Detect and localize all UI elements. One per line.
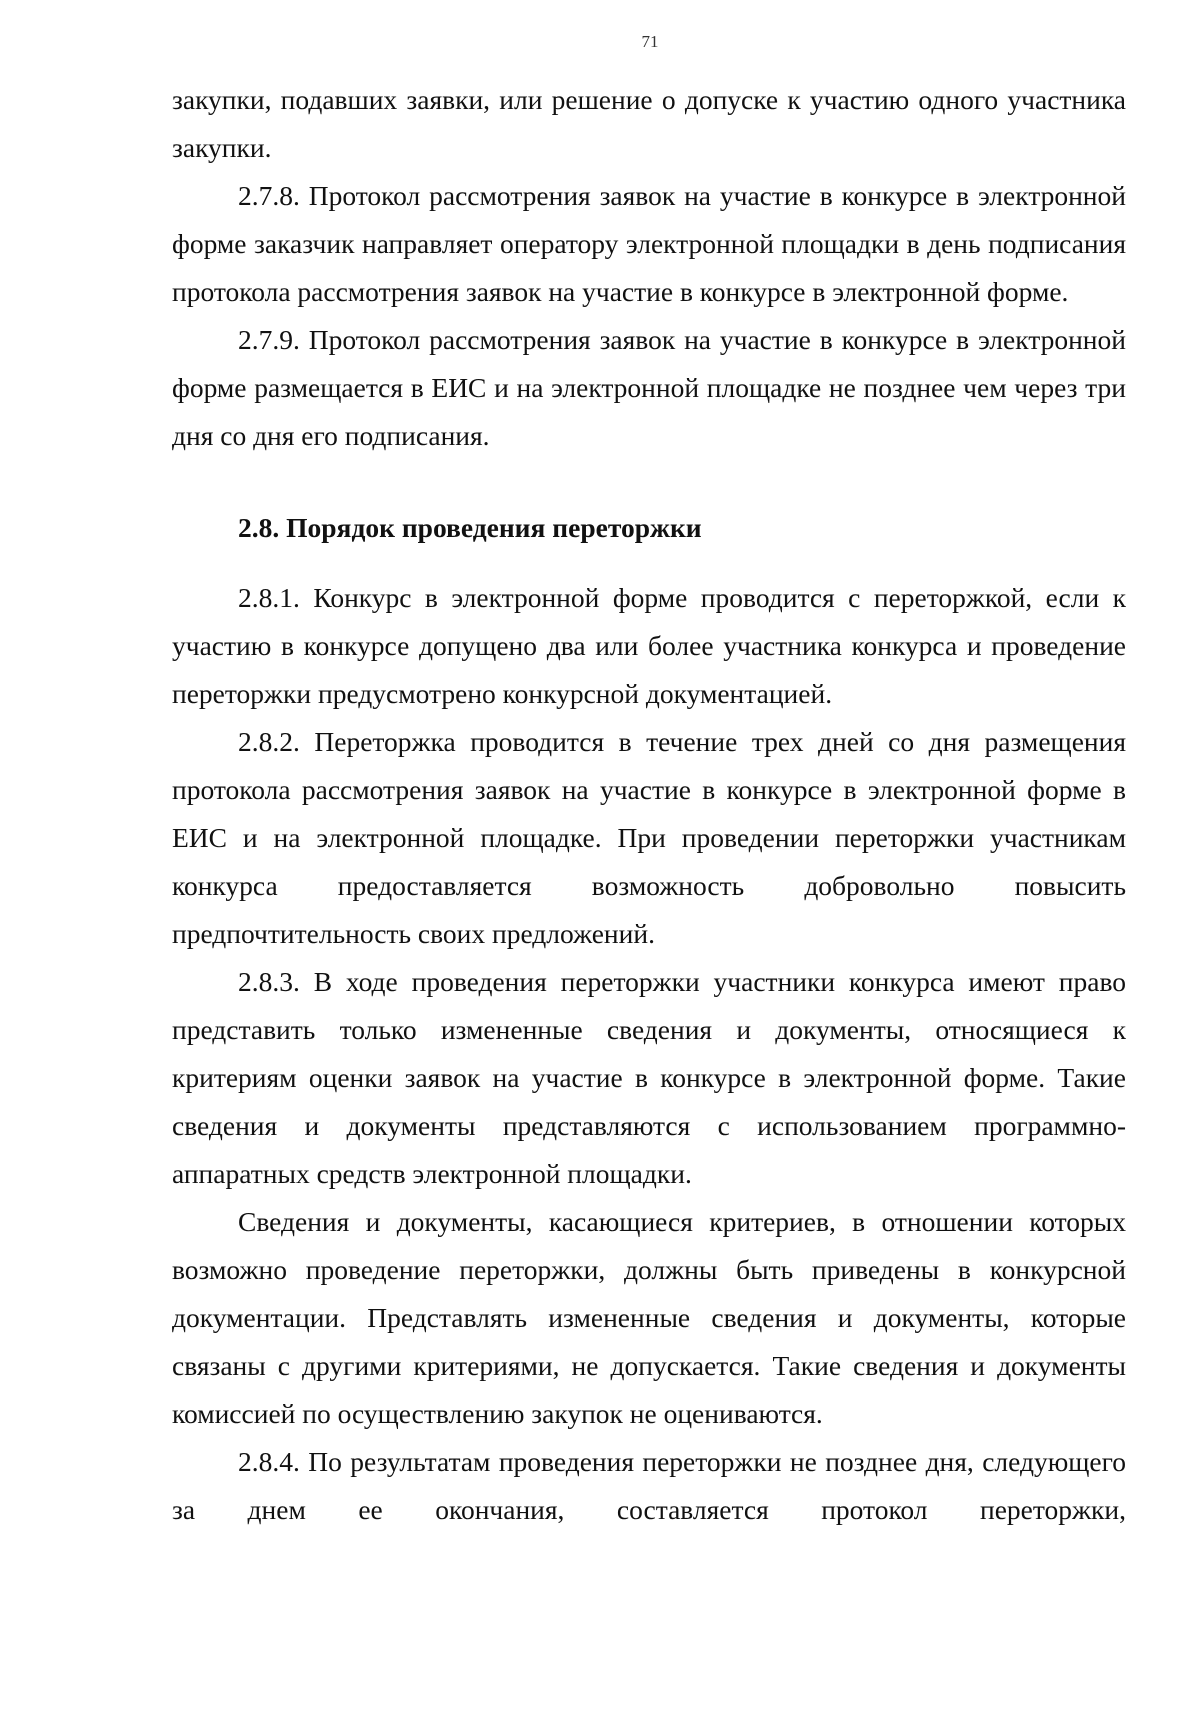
- paragraph-2-8-1: 2.8.1. Конкурс в электронной форме проводится с переторжкой, если к участию в конкурсе допущено два или более участника конкурса и проведение переторжки предусмотрено конкурсной документацией.: [172, 582, 1126, 709]
- paragraph-2-7-9: 2.7.9. Протокол рассмотрения заявок на участие в конкурсе в электронной форме размещается в ЕИС и на электронной площадке не позднее чем через три дня со дня его подписания.: [172, 324, 1126, 451]
- paragraph-continuation: закупки, подавших заявки, или решение о допуске к участию одного участника закупки.: [172, 84, 1126, 163]
- paragraph-2-8-2: 2.8.2. Переторжка проводится в течение трех дней со дня размещения протокола рассмотрения заявок на участие в конкурсе в электронной форме в ЕИС и на электронной площадке. При проведении переторжки участникам конкурса предоставляется возможность добровольно повысить предпочтительность своих предложений.: [172, 726, 1126, 949]
- paragraph-2-8-3: 2.8.3. В ходе проведения переторжки участники конкурса имеют право представить только измененные сведения и документы, относящиеся к критериям оценки заявок на участие в конкурсе в электронной форме. Такие сведения и документы представляются с использованием программно-аппаратных средств электронной площадки.: [172, 966, 1126, 1189]
- section-heading: 2.8. Порядок проведения переторжки: [238, 512, 702, 543]
- paragraph-criteria: Сведения и документы, касающиеся критериев, в отношении которых возможно проведение переторжки, должны быть приведены в конкурсной документации. Представлять измененные сведения и документы, которые связаны с другими критериями, не допускается. Такие сведения и документы комиссией по осуществлению закупок не оцениваются.: [172, 1206, 1126, 1429]
- paragraph-2-8-4: 2.8.4. По результатам проведения переторжки не позднее дня, следующего за днем ее окончания, составляется протокол переторжки,: [172, 1446, 1126, 1525]
- page-number: 71: [641, 32, 659, 51]
- paragraph-2-7-8: 2.7.8. Протокол рассмотрения заявок на участие в конкурсе в электронной форме заказчик направляет оператору электронной площадки в день подписания протокола рассмотрения заявок на участие в конкурсе в электронной форме.: [172, 180, 1126, 307]
- page-body: [172, 76, 1126, 1534]
